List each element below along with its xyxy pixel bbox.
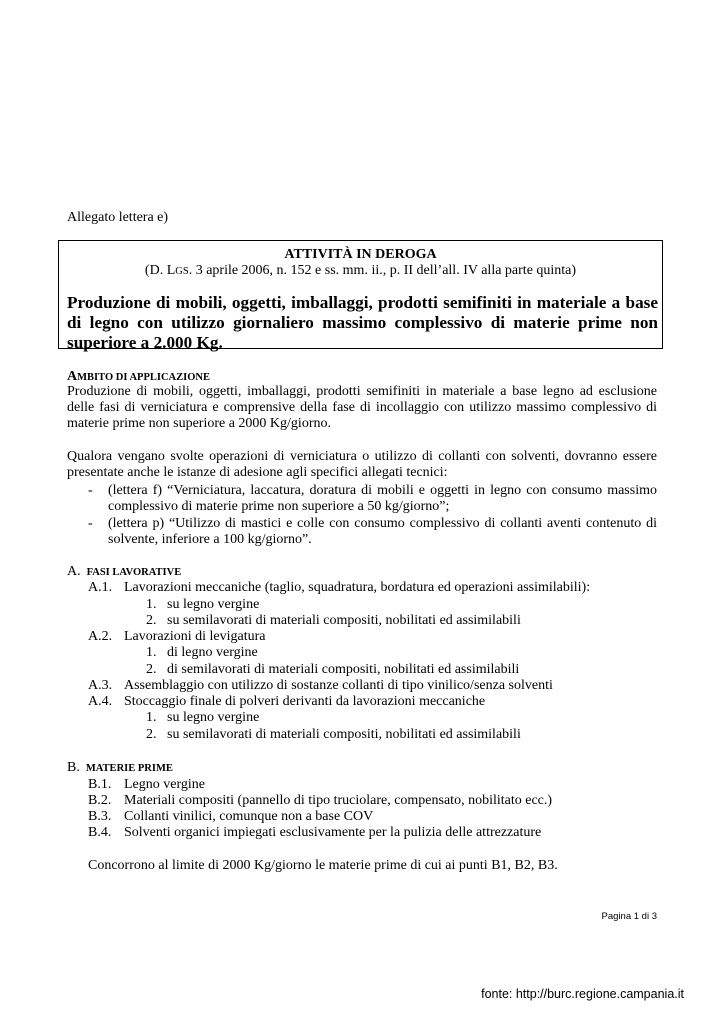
list-item: di legno vergine	[167, 645, 258, 660]
section-b-heading: B. MATERIE PRIME	[67, 760, 173, 775]
list-item: Lavorazioni meccaniche (taglio, squadratura, bordatura ed operazioni assimilabili):	[124, 580, 591, 595]
section-a-heading: A. FASI LAVORATIVE	[67, 564, 182, 579]
bullet-item: (lettera f) “Verniciatura, laccatura, doratura di mobili e oggetti in legno con consumo massimo complessivo di materie prime non superiore a 50 kg/giorno”;	[108, 483, 657, 514]
source-footer: fonte: http://burc.regione.campania.it	[481, 987, 684, 1001]
list-number: A.3.	[88, 678, 113, 693]
list-number: B.1.	[88, 777, 112, 792]
list-number: 1.	[146, 645, 157, 660]
list-item: Solventi organici impiegati esclusivamente per la pulizia delle attrezzature	[124, 825, 542, 840]
list-number: 1.	[146, 597, 157, 612]
list-item: Stoccaggio finale di polveri derivanti da lavorazioni meccaniche	[124, 694, 486, 709]
list-number: B.2.	[88, 793, 112, 808]
box-subtitle: (D. LGS. 3 aprile 2006, n. 152 e ss. mm. ii., p. II dell’all. IV alla parte quinta)	[144, 263, 577, 278]
bullet-dash: -	[88, 516, 93, 531]
ambito-paragraph-1: Produzione di mobili, oggetti, imballaggi, prodotti semifiniti in materiale a base legno ad esclusione delle fasi di verniciatura e comprensive della fase di incollaggio con utilizzo massimo complessivo di materie prime non superiore a 2000 Kg/giorno.	[67, 384, 657, 431]
list-number: A.1.	[88, 580, 113, 595]
ambito-heading: AMBITO DI APPLICAZIONE	[67, 369, 210, 384]
list-number: 2.	[146, 727, 157, 742]
list-item: di semilavorati di materiali compositi, nobilitati ed assimilabili	[167, 662, 520, 677]
list-item: Materiali compositi (pannello di tipo truciolare, compensato, nobilitato ecc.)	[124, 793, 553, 808]
list-item: su legno vergine	[167, 597, 260, 612]
list-item: Assemblaggio con utilizzo di sostanze collanti di tipo vinilico/senza solventi	[124, 678, 553, 693]
list-number: 1.	[146, 710, 157, 725]
bullet-dash: -	[88, 483, 93, 498]
ambito-paragraph-2: Qualora vengano svolte operazioni di verniciatura o utilizzo di collanti con solventi, dovranno essere presentate anche le istanze di adesione agli specifici allegati tecnici:	[67, 449, 657, 480]
materials-note: Concorrono al limite di 2000 Kg/giorno le materie prime di cui ai punti B1, B2, B3.	[88, 858, 558, 873]
list-item: su legno vergine	[167, 710, 260, 725]
list-number: A.4.	[88, 694, 113, 709]
attachment-label: Allegato lettera e)	[67, 210, 169, 225]
list-item: Collanti vinilici, comunque non a base COV	[124, 809, 374, 824]
list-number: 2.	[146, 662, 157, 677]
list-number: A.2.	[88, 629, 113, 644]
list-item: Legno vergine	[124, 777, 205, 792]
page-number: Pagina 1 di 3	[601, 911, 657, 922]
activity-box	[58, 240, 663, 352]
box-title: ATTIVITÀ IN DEROGA	[284, 247, 437, 262]
list-item: su semilavorati di materiali compositi, nobilitati ed assimilabili	[167, 613, 521, 628]
list-number: B.4.	[88, 825, 112, 840]
box-headline: Produzione di mobili, oggetti, imballaggi, prodotti semifiniti in materiale a base di legno con utilizzo giornaliero massimo complessivo di materie prime non superiore a 2.000 Kg.	[67, 293, 658, 352]
list-item: Lavorazioni di levigatura	[124, 629, 266, 644]
bullet-item: (lettera p) “Utilizzo di mastici e colle con consumo complessivo di collanti aventi contenuto di solvente, inferiore a 100 kg/giorno”.	[108, 516, 657, 547]
list-item: su semilavorati di materiali compositi, nobilitati ed assimilabili	[167, 727, 521, 742]
list-number: 2.	[146, 613, 157, 628]
list-number: B.3.	[88, 809, 112, 824]
